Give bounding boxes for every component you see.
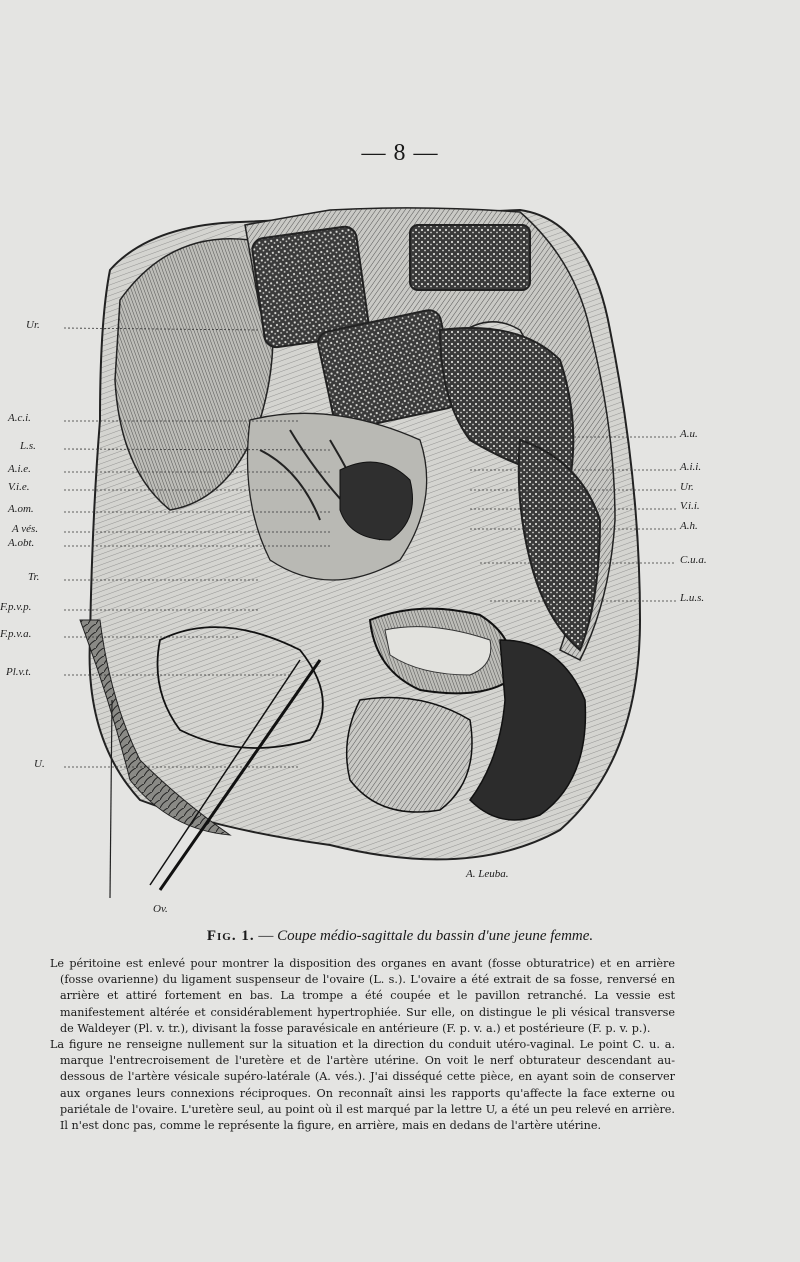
label-ur: Ur. (26, 319, 40, 331)
caption-paragraph-2: La figure ne renseigne nullement sur la situation et la direction du conduit utéro-vaginal. Le point C. u. a. marque l'entrecroisement de l'uretère et de l'artère utérine. On voit le nerf obturateur descendant au-dessous de l'artère vésicale supéro-latérale (A. vés.). J'ai disséqué cette pièce, en ayant soin de conserver aux organes leurs connexions réciproques. On reconnaît ainsi les rapports qu'affecte la face externe ou pariétale de l'ovaire. L'uretère seul, au point où il est marqué par la lettre U, a été un peu relevé en arrière. Il n'est donc pas, comme le représente la figure, en arrière, mais en dedans de l'artère utérine. (50, 1038, 675, 1133)
figure-caption-body (50, 956, 675, 1134)
label-tr: Tr. (28, 571, 40, 583)
figure-caption-title (0, 928, 800, 945)
label-v-i-i: V.i.i. (680, 500, 700, 512)
figure-number: Fig. 1. (206, 928, 255, 944)
label-a-u: A.u. (680, 428, 698, 440)
label-a-ves: A vés. (12, 523, 39, 535)
label-a-i-e: A.i.e. (8, 463, 31, 475)
label-a-c-i: A.c.i. (8, 412, 31, 424)
label-f-p-v-p: F.p.v.p. (0, 601, 32, 613)
caption-dash: — (254, 928, 278, 944)
figure-title: Coupe médio-sagittale du bassin d'une jeune femme. (277, 928, 594, 944)
label-a-om: A.om. (8, 503, 34, 515)
artist-signature: A. Leuba. (466, 868, 509, 880)
label-l-u-s: L.u.s. (680, 592, 705, 604)
label-f-p-v-a: F.p.v.a. (0, 628, 32, 640)
caption-paragraph-1: Le péritoine est enlevé pour montrer la disposition des organes en avant (fosse obturatrice) et en arrière (fosse ovarienne) du ligament suspenseur de l'ovaire (L. s.). L'ovaire a été extrait de sa fosse, renversé en arrière et attiré fortement en bas. La trompe a été coupée et le pavillon retranché. La vessie est manifestement altérée et considérablement hypertrophiée. Sur elle, on distingue le pli vésical transverse de Waldeyer (Pl. v. tr.), divisant la fosse paravésicale en antérieure (F. p. v. a.) et postérieure (F. p. v. p.). (50, 957, 675, 1035)
label-u: U. (34, 758, 45, 770)
label-a-i-i: A.i.i. (680, 461, 702, 473)
label-pl-v-t: Pl.v.t. (6, 666, 32, 678)
label-v-i-e: V.i.e. (8, 481, 30, 493)
label-ur-right: Ur. (680, 481, 694, 493)
label-a-h: A.h. (680, 520, 698, 532)
label-c-u-a: C.u.a. (680, 554, 707, 566)
page-number: — 8 — (361, 140, 439, 166)
label-l-s: L.s. (20, 440, 36, 452)
label-a-obt: A.obt. (8, 537, 35, 549)
label-ov: Ov. (153, 903, 168, 915)
